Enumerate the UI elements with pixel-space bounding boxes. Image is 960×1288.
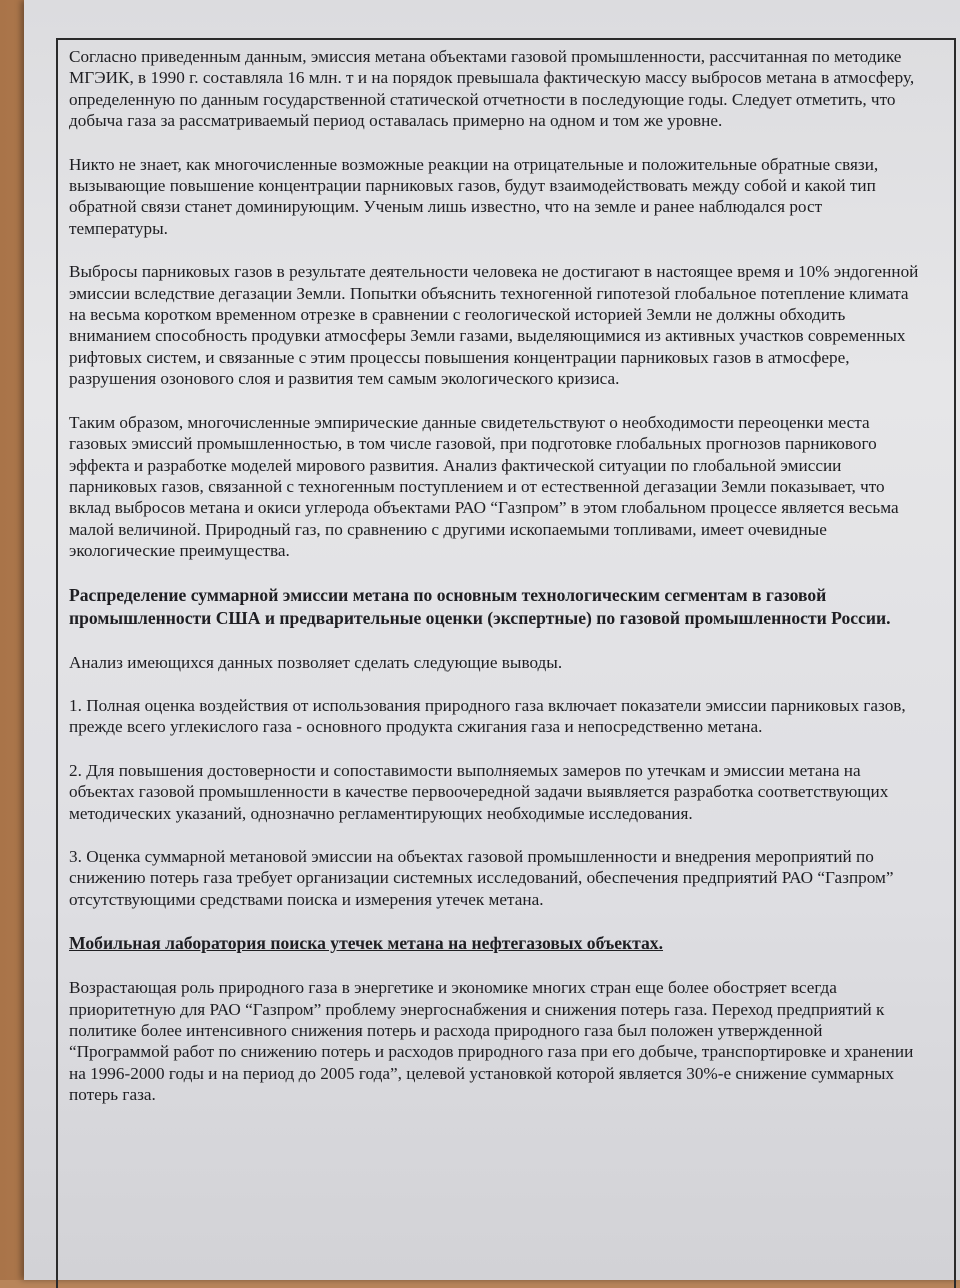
conclusion-item-1: 1. Полная оценка воздействия от использования природного газа включает показатели эмиссии парниковых газов, прежде всего углекислого газа - основного продукта сжигания газа и непосредственно метана.: [69, 695, 906, 737]
paper-sheet: [24, 0, 960, 1280]
paragraph-gas-role: Возрастающая роль природного газа в энергетике и экономике многих стран еще более обостряет всегда приоритетную для РАО “Газпром” проблему энергоснабжения и снижения потерь газа. Переход предприятий к политике более интенсивного снижения потерь и расхода природного газа был положен утвержденной “Программой работ по снижению потерь и расходов природного газа при его добыче, транспортировке и хранении на 1996-2000 годы и на период до 2005 года”, целевой установкой которой является 30%-е снижение суммарных потерь газа.: [69, 978, 914, 1105]
paragraph-earth-degassing: Выбросы парниковых газов в результате деятельности человека не достигают в настоящее время и 10% эндогенной эмиссии вследствие дегазации Земли. Попытки объяснить техногенной гипотезой глобальное потепление климата на весьма коротком временном отрезке в сравнении с геологической историей Земли не должны обходить вниманием способность продувки атмосферы Земли газами, выделяющимися из активных участков современных рифтовых систем, и связанные с этим процессы повышения концентрации парниковых газов в атмосфере, разрушения озонового слоя и развития тем самым экологического кризиса.: [69, 262, 919, 389]
conclusion-item-2: 2. Для повышения достоверности и сопоставимости выполняемых замеров по утечкам и эмиссии метана на объектах газовой промышленности в качестве первоочередной задачи выявляется разработка соответствующих методических указаний, однозначно регламентирующих необходимые исследования.: [69, 760, 889, 823]
paragraph-feedback-reactions: Никто не знает, как многочисленные возможные реакции на отрицательные и положительные обратные связи, вызывающие повышение концентрации парниковых газов, будут взаимодействовать между собой и какой тип обратной связи станет доминирующим. Ученым лишь известно, что на земле и ранее наблюдался рост температуры.: [69, 154, 879, 238]
paragraph-conclusions-intro: Анализ имеющихся данных позволяет сделать следующие выводы.: [69, 652, 563, 672]
paragraph-methane-emission-1990: Согласно приведенным данным, эмиссия метана объектами газовой промышленности, рассчитанная по методике МГЭИК, в 1990 г. составляла 16 млн. т и на порядок превышала фактическую массу выбросов метана в атмосферу, определенную по данным государственной статической отчетности в последующие годы. Следует отметить, что добыча газа за рассматриваемый период оставалась примерно на одном и том же уровне.: [69, 47, 915, 131]
section-heading-mobile-lab: Мобильная лаборатория поиска утечек метана на нефтегазовых объектах.: [69, 933, 664, 954]
document-body: [69, 46, 919, 1128]
paragraph-empirical-data: Таким образом, многочисленные эмпирические данные свидетельствуют о необходимости переоценки места газовых эмиссий промышленностью, в том числе газовой, при подготовке глобальных прогнозов парникового эффекта и разработке моделей мирового развития. Анализ фактической ситуации по глобальной эмиссии парниковых газов, связанной с техногенным поступлением и от естественной дегазации Земли показывает, что вклад выбросов метана и окиси углерода объектами РАО “Газпром” в этом глобальном процессе является весьма малой величиной. Природный газ, по сравнению с другими ископаемыми топливами, имеет очевидные экологические преимущества.: [69, 412, 899, 561]
conclusion-item-3: 3. Оценка суммарной метановой эмиссии на объектах газовой промышленности и внедрения мероприятий по снижению потерь газа требует организации системных исследований, обеспечения предприятий РАО “Газпром” отсутствующими средствами поиска и измерения утечек метана.: [69, 846, 894, 909]
section-heading-emission-distribution: Распределение суммарной эмиссии метана по основным технологическим сегментам в газовой промышленности США и предварительные оценки (экспертные) по газовой промышленности России.: [69, 584, 891, 628]
